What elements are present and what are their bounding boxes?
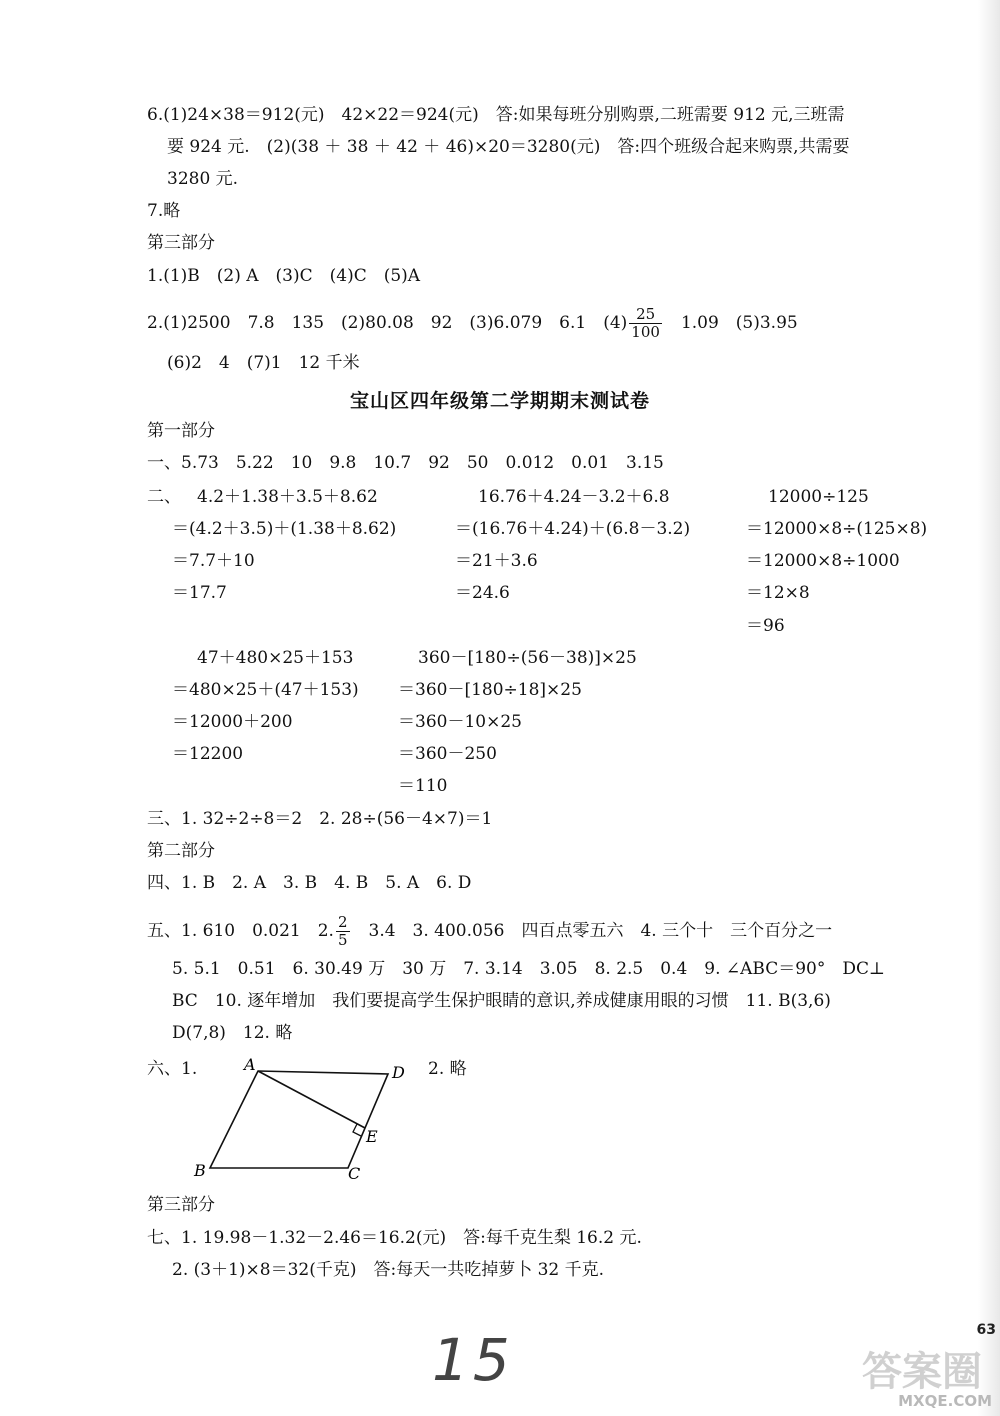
- calc2-line: 16.76＋4.24－3.2＋6.8: [478, 487, 670, 507]
- label-d: D: [392, 1063, 405, 1082]
- label-e: E: [366, 1127, 378, 1146]
- calc1-line: ＝7.7＋10: [172, 551, 255, 571]
- watermark-url: MXQE.COM: [898, 1392, 992, 1410]
- section-heading-part2: 第二部分: [147, 841, 215, 861]
- q6-line2: 要 924 元. (2)(38 ＋ 38 ＋ 42 ＋ 46)×20＝3280(元) 答:四个班级合起来购票,共需要: [167, 137, 850, 157]
- section1-answers: 一、5.73 5.22 10 9.8 10.7 92 50 0.012 0.01 3.15: [147, 453, 664, 473]
- section7-line1: 七、1. 19.98－1.32－2.46＝16.2(元) 答:每千克生梨 16.2 元.: [147, 1228, 642, 1248]
- calc5-line: ＝360－[180÷18]×25: [398, 680, 582, 700]
- label-a: A: [244, 1055, 256, 1074]
- section5-line4: D(7,8) 12. 略: [172, 1023, 293, 1043]
- page-number: 63: [976, 1322, 996, 1338]
- section2-label: 二、: [147, 487, 181, 507]
- calc2-line: ＝24.6: [455, 583, 510, 603]
- calc5-line: ＝360－250: [398, 744, 497, 764]
- calc4-line: ＝480×25＋(47＋153): [172, 680, 359, 700]
- parallelogram-shape: [210, 1071, 388, 1168]
- calc3-line: ＝96: [746, 616, 785, 636]
- calc3-line: ＝12000×8÷(125×8): [746, 519, 928, 539]
- section5-line2: 5. 5.1 0.51 6. 30.49 万 30 万 7. 3.14 3.05 8. 2.5 0.4 9. ∠ABC＝90° DC⊥: [172, 959, 885, 979]
- section5-text-a: 五、1. 610 0.021 2.: [147, 921, 334, 941]
- q6-line3: 3280 元.: [167, 169, 239, 189]
- calc2-line: ＝(16.76＋4.24)＋(6.8－3.2): [455, 519, 691, 539]
- fraction-25-100: [629, 306, 662, 341]
- section5-line3: BC 10. 逐年增加 我们要提高学生保护眼睛的意识,养成健康用眼的习惯 11. B(3,6): [172, 991, 831, 1011]
- calc1-line: ＝17.7: [172, 583, 227, 603]
- section4-answers: 四、1. B 2. A 3. B 4. B 5. A 6. D: [147, 873, 472, 893]
- part3-q2-line1: [147, 306, 798, 341]
- calc5-line: ＝110: [398, 776, 448, 796]
- part3-q2-text-a: 2.(1)2500 7.8 135 (2)80.08 92 (3)6.079 6.1 (4): [147, 313, 628, 333]
- calc1-line: ＝(4.2＋3.5)＋(1.38＋8.62): [172, 519, 397, 539]
- calc4-line: ＝12000＋200: [172, 712, 293, 732]
- fraction-denominator: 100: [631, 323, 660, 341]
- part3-q2-text-b: 1.09 (5)3.95: [680, 313, 798, 333]
- handwritten-page-number: 15: [432, 1326, 514, 1394]
- calc4-line: 47＋480×25＋153: [197, 648, 354, 668]
- q7: 7.略: [147, 201, 181, 221]
- fraction-numerator: 25: [629, 306, 662, 324]
- label-b: B: [194, 1161, 206, 1180]
- section7-line2: 2. (3＋1)×8＝32(千克) 答:每天一共吃掉萝卜 32 千克.: [172, 1260, 605, 1280]
- label-c: C: [348, 1164, 361, 1183]
- calc2-line: ＝21＋3.6: [455, 551, 538, 571]
- calc5-line: 360－[180÷(56－38)]×25: [418, 648, 637, 668]
- section5-line1: [147, 914, 832, 949]
- section6-q2: 2. 略: [428, 1059, 467, 1079]
- section-heading-part3a: 第三部分: [147, 233, 215, 253]
- exam-title: 宝山区四年级第二学期期末测试卷: [349, 390, 650, 412]
- calc5-line: ＝360－10×25: [398, 712, 522, 732]
- section5-text-b: 3.4 3. 400.056 四百点零五六 4. 三个十 三个百分之一: [368, 921, 833, 941]
- parallelogram-diagram: [180, 1050, 420, 1190]
- section-heading-part3b: 第三部分: [147, 1195, 215, 1215]
- section-heading-part1: 第一部分: [147, 421, 215, 441]
- page-edge-shadow: [978, 0, 1000, 1416]
- segment-ae: [258, 1071, 365, 1128]
- calc3-line: 12000÷125: [768, 487, 869, 507]
- part3-q2-line2: (6)2 4 (7)1 12 千米: [167, 353, 360, 373]
- fraction-2-5: [336, 914, 350, 949]
- q6-line1: 6.(1)24×38＝912(元) 42×22＝924(元) 答:如果每班分别购票,二班需要 912 元,三班需: [147, 105, 845, 125]
- section3-answers: 三、1. 32÷2÷8＝2 2. 28÷(56－4×7)＝1: [147, 809, 493, 829]
- part3-q1: 1.(1)B (2) A (3)C (4)C (5)A: [147, 266, 421, 286]
- fraction-denominator: 5: [337, 931, 348, 949]
- fraction-numerator: 2: [337, 913, 348, 931]
- section6-label: 六、1.: [147, 1059, 198, 1079]
- watermark-logo-text: 答案圈: [862, 1349, 982, 1395]
- calc3-line: ＝12000×8÷1000: [746, 551, 900, 571]
- calc4-line: ＝12200: [172, 744, 244, 764]
- calc1-line: 4.2＋1.38＋3.5＋8.62: [197, 487, 378, 507]
- calc3-line: ＝12×8: [746, 583, 810, 603]
